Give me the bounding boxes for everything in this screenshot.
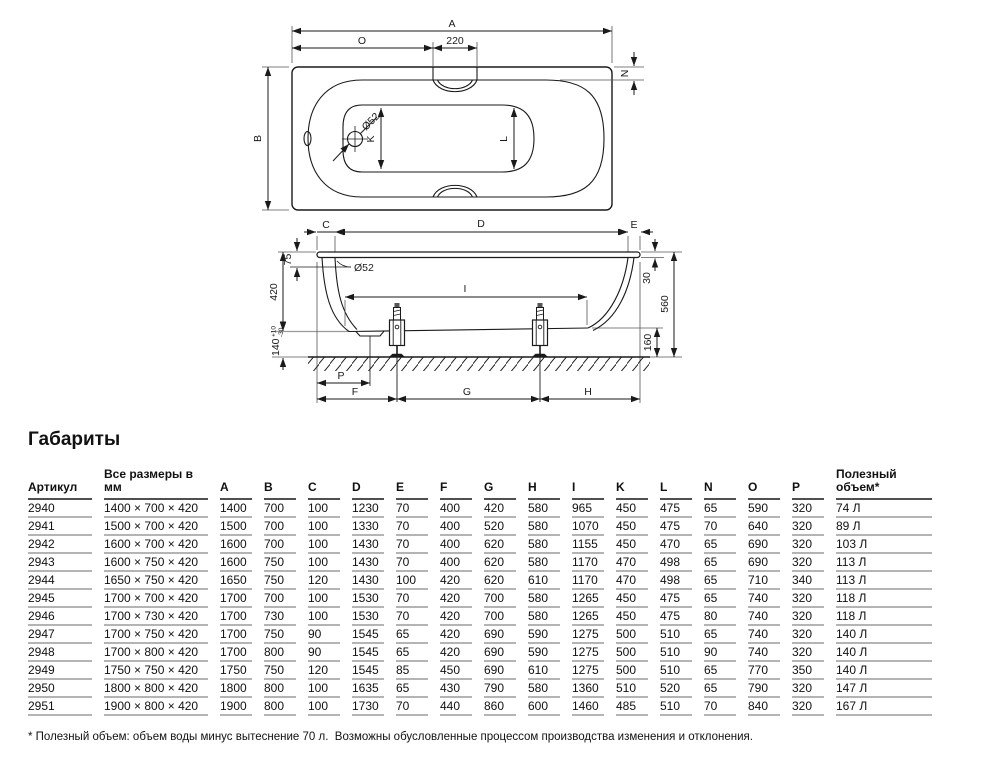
cell-article: 2948 bbox=[28, 644, 92, 662]
cell-value: 700 bbox=[484, 608, 516, 626]
cell-value: 475 bbox=[660, 590, 692, 608]
cell-value: 700 bbox=[264, 500, 296, 518]
cell-value: 120 bbox=[308, 662, 340, 680]
cell-value: 770 bbox=[748, 662, 780, 680]
cell-value: 690 bbox=[748, 554, 780, 572]
cell-value: 320 bbox=[792, 644, 824, 662]
cell-article: 2950 bbox=[28, 680, 92, 698]
cell-value: 100 bbox=[308, 698, 340, 716]
cell-value: 1500 × 700 × 420 bbox=[104, 518, 208, 536]
cell-value: 1600 bbox=[220, 554, 252, 572]
column-header: F bbox=[440, 460, 472, 500]
cell-value: 65 bbox=[704, 662, 736, 680]
cell-value: 500 bbox=[616, 662, 648, 680]
cell-value: 420 bbox=[440, 644, 472, 662]
cell-value: 1545 bbox=[352, 626, 384, 644]
adjustable-foot bbox=[389, 303, 405, 402]
cell-value: 140 Л bbox=[836, 662, 932, 680]
cell-value: 1750 bbox=[220, 662, 252, 680]
cell-value: 580 bbox=[528, 536, 560, 554]
cell-value: 520 bbox=[660, 680, 692, 698]
cell-value: 1170 bbox=[572, 572, 604, 590]
cell-value: 320 bbox=[792, 500, 824, 518]
cell-value: 70 bbox=[704, 518, 736, 536]
cell-value: 600 bbox=[528, 698, 560, 716]
cell-value: 320 bbox=[792, 626, 824, 644]
table-row bbox=[28, 536, 932, 554]
cell-value: 800 bbox=[264, 644, 296, 662]
dim-n-label: N bbox=[619, 69, 631, 78]
cell-value: 65 bbox=[396, 626, 428, 644]
cell-value: 750 bbox=[264, 572, 296, 590]
column-header: O bbox=[748, 460, 780, 500]
cell-value: 320 bbox=[792, 680, 824, 698]
cell-value: 1635 bbox=[352, 680, 384, 698]
cell-value: 420 bbox=[440, 590, 472, 608]
cell-value: 475 bbox=[660, 608, 692, 626]
cell-value: 510 bbox=[660, 626, 692, 644]
cell-value: 1545 bbox=[352, 644, 384, 662]
table-row bbox=[28, 590, 932, 608]
cell-article: 2942 bbox=[28, 536, 92, 554]
cell-value: 580 bbox=[528, 608, 560, 626]
cell-value: 70 bbox=[396, 500, 428, 518]
dim-l-label: L bbox=[498, 136, 510, 142]
cell-value: 1400 bbox=[220, 500, 252, 518]
table-row bbox=[28, 608, 932, 626]
cell-value: 475 bbox=[660, 500, 692, 518]
cell-article: 2951 bbox=[28, 698, 92, 716]
cell-value: 700 bbox=[264, 590, 296, 608]
cell-value: 80 bbox=[704, 608, 736, 626]
table-row bbox=[28, 662, 932, 680]
ground-hatch bbox=[308, 358, 650, 372]
cell-value: 690 bbox=[484, 626, 516, 644]
cell-value: 500 bbox=[616, 626, 648, 644]
cell-value: 1170 bbox=[572, 554, 604, 572]
rim-bar bbox=[317, 252, 640, 258]
cell-value: 100 bbox=[308, 500, 340, 518]
dim-e-label: E bbox=[630, 219, 638, 231]
column-header: N bbox=[704, 460, 736, 500]
side-drain-diameter-label: Ø52 bbox=[354, 262, 374, 274]
cell-value: 1530 bbox=[352, 608, 384, 626]
cell-value: 470 bbox=[660, 536, 692, 554]
cell-value: 100 bbox=[308, 680, 340, 698]
cell-value: 450 bbox=[616, 500, 648, 518]
cell-value: 400 bbox=[440, 500, 472, 518]
cell-value: 620 bbox=[484, 536, 516, 554]
cell-value: 1900 × 800 × 420 bbox=[104, 698, 208, 716]
dim-g-label: G bbox=[462, 386, 472, 398]
cell-article: 2947 bbox=[28, 626, 92, 644]
top-view bbox=[252, 18, 644, 210]
cell-value: 400 bbox=[440, 536, 472, 554]
cell-value: 1360 bbox=[572, 680, 604, 698]
cell-value: 1430 bbox=[352, 536, 384, 554]
cell-value: 320 bbox=[792, 518, 824, 536]
cell-value: 430 bbox=[440, 680, 472, 698]
cell-article: 2941 bbox=[28, 518, 92, 536]
cell-value: 700 bbox=[484, 590, 516, 608]
cell-value: 580 bbox=[528, 554, 560, 572]
cell-value: 90 bbox=[308, 644, 340, 662]
column-header: A bbox=[220, 460, 252, 500]
cell-value: 1430 bbox=[352, 572, 384, 590]
cell-value: 320 bbox=[792, 698, 824, 716]
cell-value: 167 Л bbox=[836, 698, 932, 716]
cell-value: 400 bbox=[440, 518, 472, 536]
cell-value: 750 bbox=[264, 662, 296, 680]
cell-value: 65 bbox=[396, 644, 428, 662]
cell-value: 70 bbox=[396, 608, 428, 626]
dim-560-label: 560 bbox=[659, 295, 671, 313]
table-body bbox=[28, 500, 932, 716]
cell-value: 470 bbox=[616, 572, 648, 590]
cell-value: 860 bbox=[484, 698, 516, 716]
right-wall-outer bbox=[593, 258, 634, 331]
cell-value: 1700 × 700 × 420 bbox=[104, 590, 208, 608]
cell-value: 750 bbox=[264, 626, 296, 644]
cell-value: 1275 bbox=[572, 662, 604, 680]
cell-value: 580 bbox=[528, 590, 560, 608]
cell-value: 100 bbox=[396, 572, 428, 590]
cell-value: 470 bbox=[616, 554, 648, 572]
dim-d-label: D bbox=[477, 218, 485, 230]
dim-i-label: I bbox=[463, 283, 467, 295]
column-header: G bbox=[484, 460, 516, 500]
dim-140-tolerance-label: 140+10-30 bbox=[270, 325, 285, 356]
column-header: B bbox=[264, 460, 296, 500]
cell-value: 580 bbox=[528, 680, 560, 698]
cell-value: 70 bbox=[396, 518, 428, 536]
tub-inner-opening bbox=[308, 80, 604, 197]
cell-value: 70 bbox=[396, 554, 428, 572]
cell-value: 1700 bbox=[220, 644, 252, 662]
cell-value: 1400 × 700 × 420 bbox=[104, 500, 208, 518]
grip-handle-bottom bbox=[433, 185, 477, 197]
table-row bbox=[28, 644, 932, 662]
section-title: Габариты bbox=[28, 429, 121, 450]
cell-value: 65 bbox=[396, 680, 428, 698]
cell-value: 1330 bbox=[352, 518, 384, 536]
dim-p-label: P bbox=[337, 370, 345, 382]
cell-value: 1600 × 750 × 420 bbox=[104, 554, 208, 572]
cell-value: 70 bbox=[396, 536, 428, 554]
cell-value: 340 bbox=[792, 572, 824, 590]
cell-value: 118 Л bbox=[836, 608, 932, 626]
table-row bbox=[28, 698, 932, 716]
cell-value: 640 bbox=[748, 518, 780, 536]
cell-value: 610 bbox=[528, 662, 560, 680]
cell-value: 1800 bbox=[220, 680, 252, 698]
dim-220-label: 220 bbox=[446, 35, 464, 47]
dim-o-label: O bbox=[357, 35, 367, 47]
cell-value: 610 bbox=[528, 572, 560, 590]
cell-value: 1275 bbox=[572, 644, 604, 662]
cell-value: 1600 × 700 × 420 bbox=[104, 536, 208, 554]
column-header: I bbox=[572, 460, 604, 500]
cell-value: 1700 × 800 × 420 bbox=[104, 644, 208, 662]
cell-value: 620 bbox=[484, 572, 516, 590]
cell-value: 113 Л bbox=[836, 572, 932, 590]
cell-value: 498 bbox=[660, 572, 692, 590]
cell-value: 450 bbox=[616, 518, 648, 536]
dimensions-table-wrap bbox=[16, 460, 944, 716]
cell-value: 120 bbox=[308, 572, 340, 590]
cell-value: 1700 bbox=[220, 626, 252, 644]
cell-value: 420 bbox=[484, 500, 516, 518]
cell-value: 840 bbox=[748, 698, 780, 716]
cell-value: 320 bbox=[792, 590, 824, 608]
dim-30-label: 30 bbox=[641, 272, 653, 284]
cell-value: 690 bbox=[484, 662, 516, 680]
table-row bbox=[28, 518, 932, 536]
cell-value: 580 bbox=[528, 500, 560, 518]
cell-value: 100 bbox=[308, 608, 340, 626]
cell-value: 475 bbox=[660, 518, 692, 536]
dim-k-label: K bbox=[365, 135, 377, 143]
adjustable-foot bbox=[532, 303, 548, 402]
cell-value: 790 bbox=[748, 680, 780, 698]
cell-article: 2946 bbox=[28, 608, 92, 626]
cell-value: 140 Л bbox=[836, 644, 932, 662]
cell-value: 580 bbox=[528, 518, 560, 536]
cell-value: 590 bbox=[528, 626, 560, 644]
cell-value: 103 Л bbox=[836, 536, 932, 554]
cell-value: 590 bbox=[748, 500, 780, 518]
table-row bbox=[28, 554, 932, 572]
right-wall-inner bbox=[588, 258, 628, 329]
cell-value: 85 bbox=[396, 662, 428, 680]
cell-value: 1460 bbox=[572, 698, 604, 716]
cell-value: 65 bbox=[704, 590, 736, 608]
cell-value: 70 bbox=[396, 698, 428, 716]
dimensions-table bbox=[16, 460, 944, 716]
cell-value: 510 bbox=[660, 644, 692, 662]
grip-handle-top bbox=[433, 67, 477, 92]
cell-value: 740 bbox=[748, 644, 780, 662]
cell-value: 100 bbox=[308, 590, 340, 608]
cell-article: 2943 bbox=[28, 554, 92, 572]
cell-value: 485 bbox=[616, 698, 648, 716]
drain-outlet bbox=[356, 331, 384, 336]
cell-value: 690 bbox=[484, 644, 516, 662]
cell-value: 740 bbox=[748, 626, 780, 644]
cell-value: 65 bbox=[704, 680, 736, 698]
dim-c-label: C bbox=[322, 219, 330, 231]
dim-75-label: 75 bbox=[282, 253, 294, 266]
cell-value: 420 bbox=[440, 626, 472, 644]
cell-value: 1730 bbox=[352, 698, 384, 716]
dim-160-label: 160 bbox=[642, 333, 654, 352]
cell-value: 1265 bbox=[572, 590, 604, 608]
cell-value: 65 bbox=[704, 536, 736, 554]
cell-value: 1530 bbox=[352, 590, 384, 608]
cell-article: 2944 bbox=[28, 572, 92, 590]
cell-value: 440 bbox=[440, 698, 472, 716]
cell-value: 590 bbox=[528, 644, 560, 662]
cell-value: 70 bbox=[396, 590, 428, 608]
cell-value: 450 bbox=[440, 662, 472, 680]
table-row bbox=[28, 626, 932, 644]
cell-value: 965 bbox=[572, 500, 604, 518]
cell-value: 710 bbox=[748, 572, 780, 590]
cell-value: 1430 bbox=[352, 554, 384, 572]
cell-value: 1070 bbox=[572, 518, 604, 536]
table-head bbox=[28, 460, 932, 500]
dim-b-label: B bbox=[252, 134, 264, 143]
cell-value: 147 Л bbox=[836, 680, 932, 698]
cell-value: 65 bbox=[704, 554, 736, 572]
cell-value: 1650 bbox=[220, 572, 252, 590]
cell-value: 320 bbox=[792, 608, 824, 626]
cell-value: 140 Л bbox=[836, 626, 932, 644]
dim-h-label: H bbox=[584, 386, 592, 398]
cell-value: 750 bbox=[264, 554, 296, 572]
cell-value: 65 bbox=[704, 500, 736, 518]
cell-value: 420 bbox=[440, 572, 472, 590]
cell-value: 450 bbox=[616, 536, 648, 554]
cell-value: 498 bbox=[660, 554, 692, 572]
cell-value: 510 bbox=[660, 662, 692, 680]
cell-value: 1700 bbox=[220, 590, 252, 608]
cell-value: 450 bbox=[616, 590, 648, 608]
dim-a-label: A bbox=[448, 18, 456, 30]
cell-value: 1700 × 750 × 420 bbox=[104, 626, 208, 644]
table-header-row bbox=[28, 460, 932, 500]
table-row bbox=[28, 680, 932, 698]
cell-value: 320 bbox=[792, 536, 824, 554]
cell-value: 118 Л bbox=[836, 590, 932, 608]
cell-value: 790 bbox=[484, 680, 516, 698]
side-view bbox=[268, 218, 682, 403]
cell-value: 1650 × 750 × 420 bbox=[104, 572, 208, 590]
cell-value: 90 bbox=[308, 626, 340, 644]
cell-value: 520 bbox=[484, 518, 516, 536]
cell-value: 100 bbox=[308, 536, 340, 554]
cell-value: 65 bbox=[704, 572, 736, 590]
cell-value: 700 bbox=[264, 518, 296, 536]
cell-value: 100 bbox=[308, 554, 340, 572]
footnote: * Полезный объем: объем воды минус вытеснение 70 л. Возможны обусловленные процессом производства изменения и отклонения. bbox=[28, 731, 753, 743]
cell-value: 1155 bbox=[572, 536, 604, 554]
cell-value: 100 bbox=[308, 518, 340, 536]
cell-value: 800 bbox=[264, 680, 296, 698]
column-header: E bbox=[396, 460, 428, 500]
cell-value: 350 bbox=[792, 662, 824, 680]
column-header: Все размеры в мм bbox=[104, 460, 208, 500]
column-header: P bbox=[792, 460, 824, 500]
cell-value: 89 Л bbox=[836, 518, 932, 536]
cell-value: 740 bbox=[748, 590, 780, 608]
cell-value: 113 Л bbox=[836, 554, 932, 572]
cell-article: 2940 bbox=[28, 500, 92, 518]
cell-value: 740 bbox=[748, 608, 780, 626]
column-header: H bbox=[528, 460, 560, 500]
cell-value: 400 bbox=[440, 554, 472, 572]
cell-value: 74 Л bbox=[836, 500, 932, 518]
cell-value: 1750 × 750 × 420 bbox=[104, 662, 208, 680]
cell-value: 90 bbox=[704, 644, 736, 662]
cell-value: 1600 bbox=[220, 536, 252, 554]
cell-value: 730 bbox=[264, 608, 296, 626]
cell-value: 420 bbox=[440, 608, 472, 626]
cell-value: 1900 bbox=[220, 698, 252, 716]
cell-value: 1230 bbox=[352, 500, 384, 518]
table-row bbox=[28, 500, 932, 518]
cell-value: 1500 bbox=[220, 518, 252, 536]
dim-f-label: F bbox=[351, 386, 359, 398]
column-header: K bbox=[616, 460, 648, 500]
cell-value: 1800 × 800 × 420 bbox=[104, 680, 208, 698]
column-header: Полезный объем* bbox=[836, 460, 932, 500]
cell-value: 65 bbox=[704, 626, 736, 644]
cell-value: 450 bbox=[616, 608, 648, 626]
cell-value: 1265 bbox=[572, 608, 604, 626]
column-header: C bbox=[308, 460, 340, 500]
cell-value: 1700 × 730 × 420 bbox=[104, 608, 208, 626]
column-header: Артикул bbox=[28, 460, 92, 500]
cell-value: 1700 bbox=[220, 608, 252, 626]
cell-value: 500 bbox=[616, 644, 648, 662]
column-header: L bbox=[660, 460, 692, 500]
cell-value: 700 bbox=[264, 536, 296, 554]
dim-420-label: 420 bbox=[268, 283, 280, 301]
cell-value: 690 bbox=[748, 536, 780, 554]
cell-article: 2949 bbox=[28, 662, 92, 680]
drain-diameter-label: Ø52 bbox=[359, 110, 383, 134]
cell-value: 620 bbox=[484, 554, 516, 572]
cell-value: 70 bbox=[704, 698, 736, 716]
column-header: D bbox=[352, 460, 384, 500]
cell-article: 2945 bbox=[28, 590, 92, 608]
tub-bottom bbox=[349, 328, 588, 332]
table-row bbox=[28, 572, 932, 590]
cell-value: 800 bbox=[264, 698, 296, 716]
cell-value: 1275 bbox=[572, 626, 604, 644]
cell-value: 1545 bbox=[352, 662, 384, 680]
cell-value: 320 bbox=[792, 554, 824, 572]
cell-value: 510 bbox=[660, 698, 692, 716]
cell-value: 510 bbox=[616, 680, 648, 698]
